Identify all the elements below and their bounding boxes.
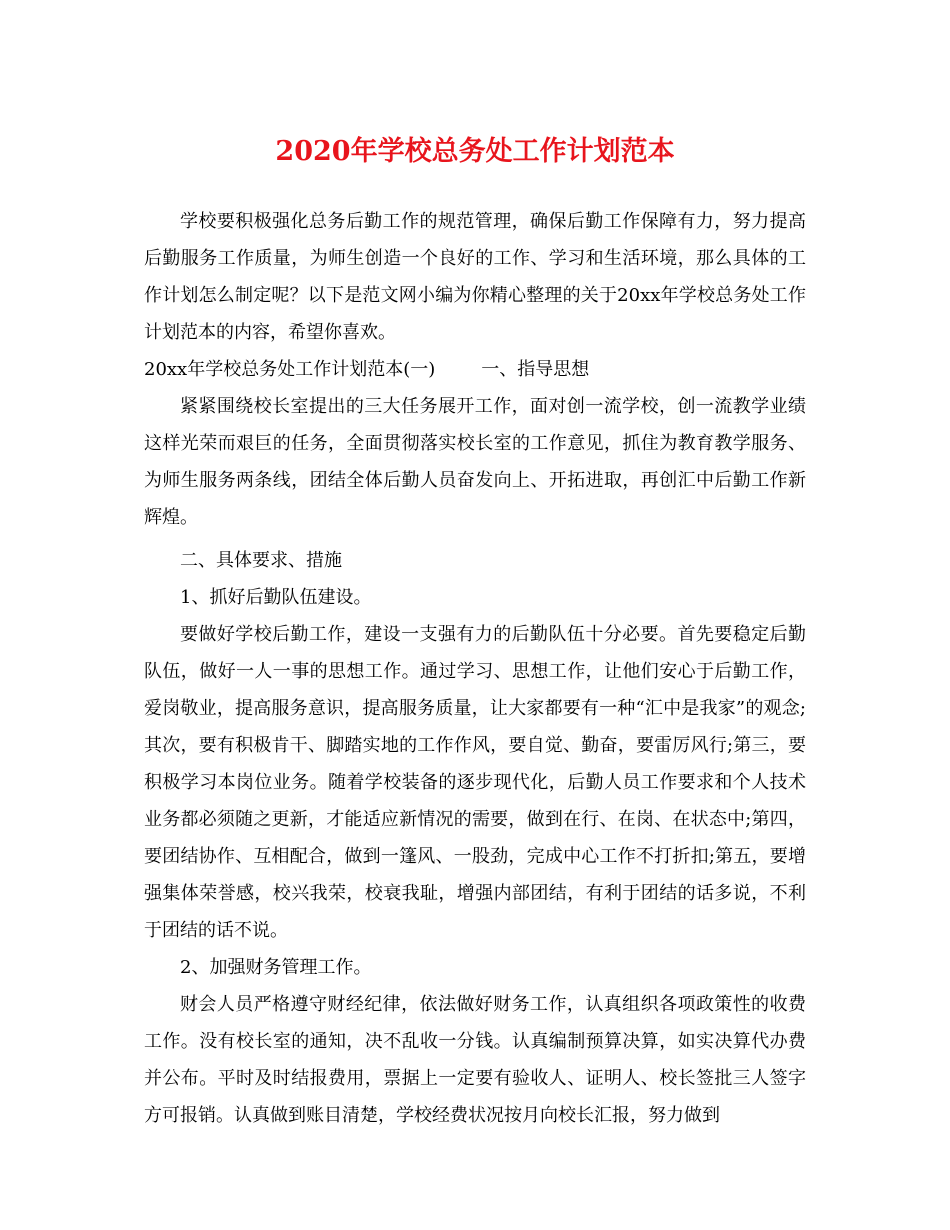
finance-paragraph: 财会人员严格遵守财经纪律，依法做好财务工作，认真组织各项政策性的收费工作。没有校长室的通知，决不乱收一分钱。认真编制预算决算，如实决算代办费并公布。平时及时结报费用，票据上一定要有验收人、证明人、校长签批三人签字方可报销。认真做到账目清楚，学校经费状况按月向校长汇报，努力做到 (144, 994, 806, 1126)
heading-team-building: 1、抓好后勤队伍建设。 (180, 587, 372, 608)
guiding-ideology-paragraph: 紧紧围绕校长室提出的三大任务展开工作，面对创一流学校，创一流教学业绩这样光荣而艰巨的任务，全面贯彻落实校长室的工作意见，抓住为教育教学服务、为师生服务两条线，团结全体后勤人员奋发向上、开拓进取，再创汇中后勤工作新辉煌。 (144, 396, 806, 528)
heading-requirements: 二、具体要求、措施 (180, 550, 342, 571)
document-body (144, 203, 806, 1134)
plan-subtitle: 20xx年学校总务处工作计划范本(一) (144, 359, 436, 380)
team-building-paragraph: 要做好学校后勤工作，建设一支强有力的后勤队伍十分必要。首先要稳定后勤队伍，做好一人一事的思想工作。通过学习、思想工作，让他们安心于后勤工作，爱岗敬业，提高服务意识，提高服务质量，让大家都要有一种“汇中是我家”的观念;其次，要有积极肯干、脚踏实地的工作作风，要自觉、勤奋，要雷厉风行;第三，要积极学习本岗位业务。随着学校装备的逐步现代化，后勤人员工作要求和个人技术业务都必须随之更新，才能适应新情况的需要，做到在行、在岗、在状态中;第四，要团结协作、互相配合，做到一篷风、一股劲，完成中心工作不打折扣;第五，要增强集体荣誉感，校兴我荣，校衰我耻，增强内部团结，有利于团结的话多说，不利于团结的话不说。 (144, 624, 806, 941)
intro-paragraph: 学校要积极强化总务后勤工作的规范管理，确保后勤工作保障有力，努力提高后勤服务工作质量，为师生创造一个良好的工作、学习和生活环境，那么具体的工作计划怎么制定呢？以下是范文网小编为你精心整理的关于20xx年学校总务处工作计划范本的内容，希望你喜欢。 (144, 211, 806, 343)
heading-finance: 2、加强财务管理工作。 (180, 957, 372, 978)
heading-guiding-ideology: 一、指导思想 (481, 359, 590, 380)
section-subheading (144, 351, 806, 388)
document-title: 2020年学校总务处工作计划范本 (275, 136, 675, 167)
